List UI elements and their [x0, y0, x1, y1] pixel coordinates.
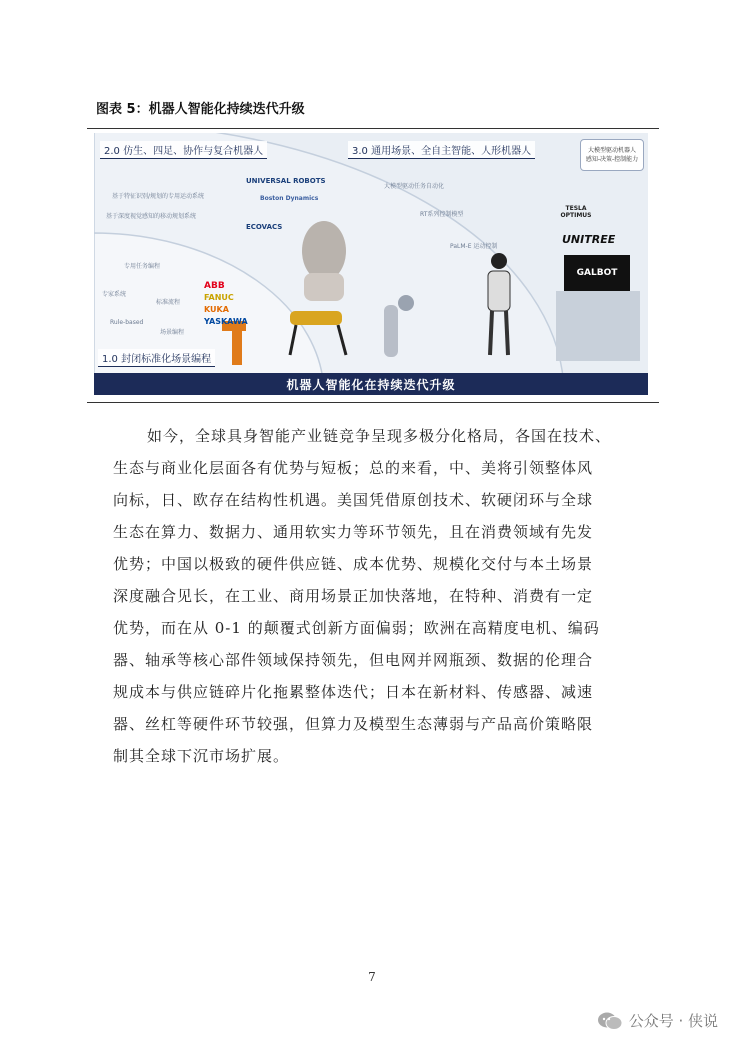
stage-3-note-line-1: 大模型驱动机器人: [587, 147, 636, 154]
page-number: 7: [368, 970, 376, 984]
body-paragraph: [113, 420, 633, 772]
body-line: 优势，而在从 0-1 的颠覆式创新方面偏弱；欧洲在高精度电机、编码: [113, 619, 600, 637]
figure-image: [94, 133, 648, 395]
stage-2-label: 2.0 仿生、四足、协作与复合机器人: [100, 141, 267, 159]
body-line: 深度融合见长，在工业、商用场景正加快落地，在特种、消费有一定: [113, 587, 594, 605]
brand-unitree: UNITREE: [562, 233, 616, 246]
stage-3-note-item: PaLM-E 运动控制: [450, 243, 498, 250]
stage-3-note-line-2: 感知-决策-控制能力: [585, 156, 639, 163]
body-line: 如今，全球具身智能产业链竞争呈现多极分化格局，各国在技术、: [147, 427, 612, 445]
brand-ecovacs: ECOVACS: [246, 223, 283, 231]
wechat-icon: [597, 1011, 623, 1031]
body-line: 优势；中国以极致的硬件供应链、成本优势、规模化交付与本土场景: [113, 555, 594, 573]
brand-universal-robots: UNIVERSAL ROBOTS: [246, 177, 326, 185]
stage-3-note-item: RT系列控制模型: [420, 211, 464, 218]
body-line: 规成本与供应链碎片化拖累整体迭代；日本在新材料、传感器、减速: [113, 683, 594, 701]
body-line: 向标，日、欧存在结构性机遇。美国凭借原创技术、软硬闭环与全球: [113, 491, 594, 509]
body-line: 生态与商业化层面各有优势与短板；总的来看，中、美将引领整体风: [113, 459, 594, 477]
stage-1-note: Rule-based: [110, 319, 144, 326]
stage-1-note: 标准流程: [156, 299, 181, 306]
stage-2-note: 基于深度视觉感知的移动规划系统: [106, 213, 197, 220]
stage-1-note: 专家系统: [102, 291, 127, 298]
brand-galbot: GALBOT: [564, 255, 630, 291]
brand-abb: ABB: [204, 281, 225, 291]
brand-boston-dynamics: Boston Dynamics: [260, 195, 319, 202]
figure-banner: 机器人智能化在持续迭代升级: [94, 373, 648, 395]
watermark-text: 公众号 · 侠说: [628, 1012, 718, 1030]
stage-3-note-item: 大模型驱动任务自动化: [384, 183, 445, 190]
figure-top-rule: [87, 128, 659, 129]
stage-1-label: 1.0 封闭标准化场景编程: [98, 349, 215, 367]
body-line: 器、轴承等核心部件领域保持领先，但电网并网瓶颈、数据的伦理合: [113, 651, 594, 669]
brand-tesla-optimus: TESLA OPTIMUS: [560, 205, 592, 219]
brand-fanuc: FANUC: [204, 293, 234, 302]
stage-3-note: [580, 139, 644, 171]
figure-bottom-rule: [87, 402, 659, 403]
brand-yaskawa: YASKAWA: [204, 317, 248, 326]
stage-2-note: 基于特征识别/规划的专用运动系统: [112, 193, 205, 200]
stage-1-note: 专用任务编程: [124, 263, 161, 270]
body-line: 生态在算力、数据力、通用软实力等环节领先，且在消费领域有先发: [113, 523, 594, 541]
body-line: 器、丝杠等硬件环节较强，但算力及模型生态薄弱与产品高价策略限: [113, 715, 594, 733]
figure-title: 图表 5：机器人智能化持续迭代升级: [96, 102, 305, 117]
watermark: [597, 1010, 718, 1031]
stage-1-note: 场景编程: [160, 329, 185, 336]
body-line: 制其全球下沉市场扩展。: [113, 747, 290, 765]
brand-kuka: KUKA: [204, 305, 229, 314]
stage-3-label: 3.0 通用场景、全自主智能、人形机器人: [348, 141, 535, 159]
